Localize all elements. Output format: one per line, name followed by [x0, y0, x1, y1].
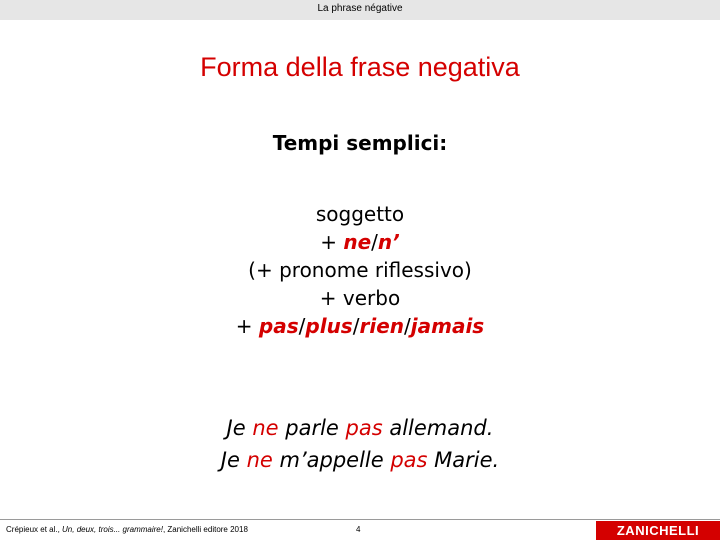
example-text: Je — [226, 416, 253, 440]
neg-word-n: n’ — [377, 230, 400, 254]
example-text: Marie. — [427, 448, 500, 472]
credit-book-title: Un, deux, trois... grammaire! — [62, 525, 163, 534]
publisher-logo: ZANICHELLI — [596, 521, 720, 540]
plus-sign: + — [235, 314, 259, 338]
formula-line-verb: + verbo — [319, 286, 401, 310]
formula-line-ne — [0, 228, 720, 256]
example-text: parle — [278, 416, 346, 440]
slide-title: Forma della frase negativa — [200, 52, 520, 82]
negation-formula — [0, 200, 720, 340]
page-number: 4 — [356, 525, 361, 534]
formula-line-subject: soggetto — [315, 202, 405, 226]
example-sentence — [0, 444, 720, 476]
example-sentence — [0, 412, 720, 444]
example-sentences — [0, 412, 720, 476]
example-neg-pas: pas — [390, 448, 428, 472]
credit-publisher: , Zanichelli editore 2018 — [162, 525, 248, 534]
neg-word-plus: plus — [305, 314, 353, 338]
example-text: allemand. — [382, 416, 494, 440]
footer-credit — [6, 525, 248, 534]
formula-line-pas — [0, 312, 720, 340]
plus-sign: + — [320, 230, 344, 254]
credit-authors: Crépieux et al., — [6, 525, 63, 534]
example-neg-pas: pas — [345, 416, 383, 440]
slash: / — [298, 314, 306, 338]
formula-line-reflexive: (+ pronome riflessivo) — [248, 258, 472, 282]
slash: / — [352, 314, 360, 338]
neg-word-ne: ne — [343, 230, 372, 254]
header-title: La phrase négative — [317, 3, 403, 14]
neg-word-pas: pas — [258, 314, 299, 338]
example-text: m’appelle — [272, 448, 391, 472]
slide-subtitle: Tempi semplici: — [272, 131, 448, 155]
footer-divider — [0, 519, 720, 520]
neg-word-rien: rien — [359, 314, 404, 338]
example-text: Je — [220, 448, 247, 472]
neg-word-jamais: jamais — [410, 314, 485, 338]
example-neg-ne: ne — [246, 448, 273, 472]
example-neg-ne: ne — [252, 416, 279, 440]
slash: / — [371, 230, 378, 254]
slash: / — [404, 314, 411, 338]
